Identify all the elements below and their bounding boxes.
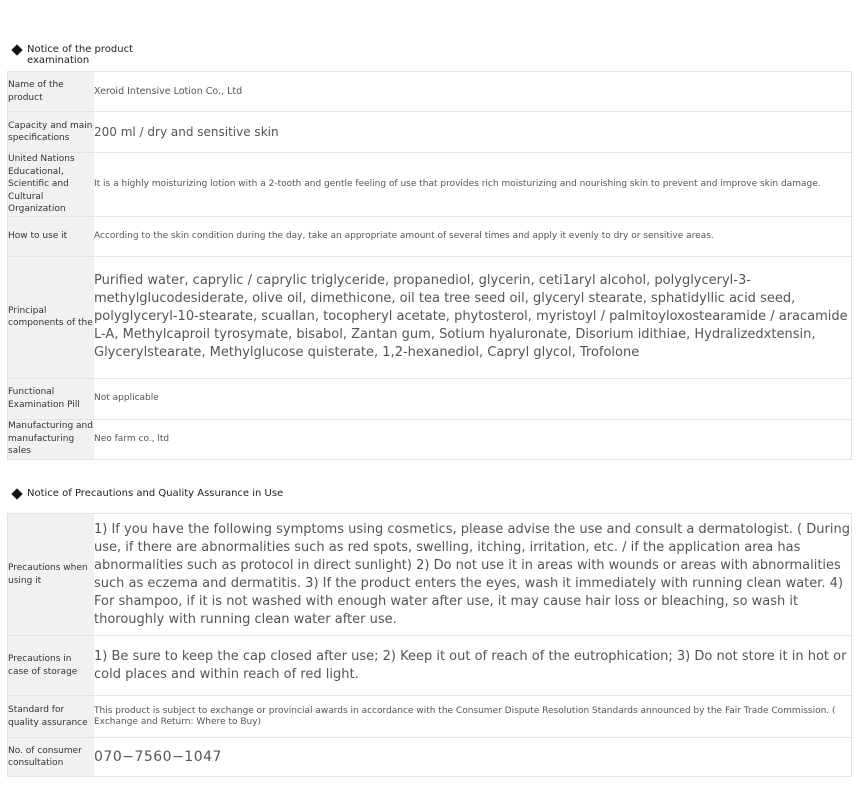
table-row [8, 514, 852, 636]
precautions-notice-table [7, 513, 852, 777]
row-value: 200 ml / dry and sensitive skin [94, 112, 852, 153]
row-label: Name of the product [8, 72, 95, 112]
table-row [8, 216, 852, 256]
row-label: Precautions in case of storage [8, 636, 95, 696]
row-label: Principal components of the [8, 256, 95, 378]
row-value: 070−7560−1047 [94, 738, 852, 777]
row-label: Manufacturing and manufacturing sales [8, 419, 95, 459]
diamond-bullet-icon [11, 488, 22, 499]
row-value: Xeroid Intensive Lotion Co., Ltd [94, 72, 852, 112]
row-value: Neo farm co., ltd [94, 419, 852, 459]
row-label: How to use it [8, 216, 95, 256]
row-value: It is a highly moisturizing lotion with a 2-tooth and gentle feeling of use that provides rich moisturizing and nourishing skin to prevent and improve skin damage. [94, 153, 852, 217]
product-notice-heading [10, 44, 133, 66]
row-label: Functional Examination Pill [8, 378, 95, 419]
row-value: Purified water, caprylic / caprylic triglyceride, propanediol, glycerin, ceti1aryl alcohol, polyglyceryl-3-methylglucodesiderate, olive oil, dimethicone, oil tea tree seed oil, glyceryl stearate, sphatidyllic acid seed, polyglyceryl-10-stearate, scuallan, tocopheryl acetate, phytosterol, myristoyl / palmitoyloxostearamide / aracamide L-A, Methylcaproil tyrosymate, bisabol, Zantan gum, Sotium hyaluronate, Disorium idithiae, Hydralizedxtensin, Glycerylstearate, Methylglucose quisterate, 1,2-hexanediol, Capryl glycol, Trofolone [94, 256, 852, 378]
table-row [8, 419, 852, 459]
diamond-bullet-icon [11, 44, 22, 55]
table-row [8, 112, 852, 153]
precautions-notice-title: Notice of Precautions and Quality Assurance in Use [27, 488, 284, 499]
precautions-notice-heading [10, 488, 283, 499]
row-label: Standard for quality assurance [8, 696, 95, 738]
table-row [8, 696, 852, 738]
product-notice-table [7, 71, 852, 460]
row-label: Capacity and main specifications [8, 112, 95, 153]
row-value: Not applicable [94, 378, 852, 419]
table-row [8, 738, 852, 777]
product-notice-title: Notice of the product examination [27, 44, 133, 66]
table-row [8, 636, 852, 696]
row-value: This product is subject to exchange or provincial awards in accordance with the Consumer Dispute Resolution Standards announced by the Fair Trade Commission. ( Exchange and Return: Where to Buy) [94, 696, 852, 738]
row-label: No. of consumer consultation [8, 738, 95, 777]
row-value: 1) Be sure to keep the cap closed after use; 2) Keep it out of reach of the eutrophication; 3) Do not store it in hot or cold places and within reach of red light. [94, 636, 852, 696]
row-value: According to the skin condition during the day, take an appropriate amount of several times and apply it evenly to dry or sensitive areas. [94, 216, 852, 256]
row-label: United Nations Educational, Scientific and Cultural Organization [8, 153, 95, 217]
row-label: Precautions when using it [8, 514, 95, 636]
table-row [8, 72, 852, 112]
row-value: 1) If you have the following symptoms using cosmetics, please advise the use and consult a dermatologist. ( During use, if there are abnormalities such as red spots, swelling, itching, irritation, etc. / if the application area has abnormalities such as protocol in direct sunlight) 2) Do not use it in areas with wounds or areas with abnormalities such as eczema and dermatitis. 3) If the product enters the eyes, wash it immediately with running clean water. 4) For shampoo, if it is not washed with enough water after use, it may cause hair loss or bleaching, so wash it thoroughly with running clean water after use. [94, 514, 852, 636]
table-row [8, 153, 852, 217]
table-row [8, 256, 852, 378]
table-row [8, 378, 852, 419]
